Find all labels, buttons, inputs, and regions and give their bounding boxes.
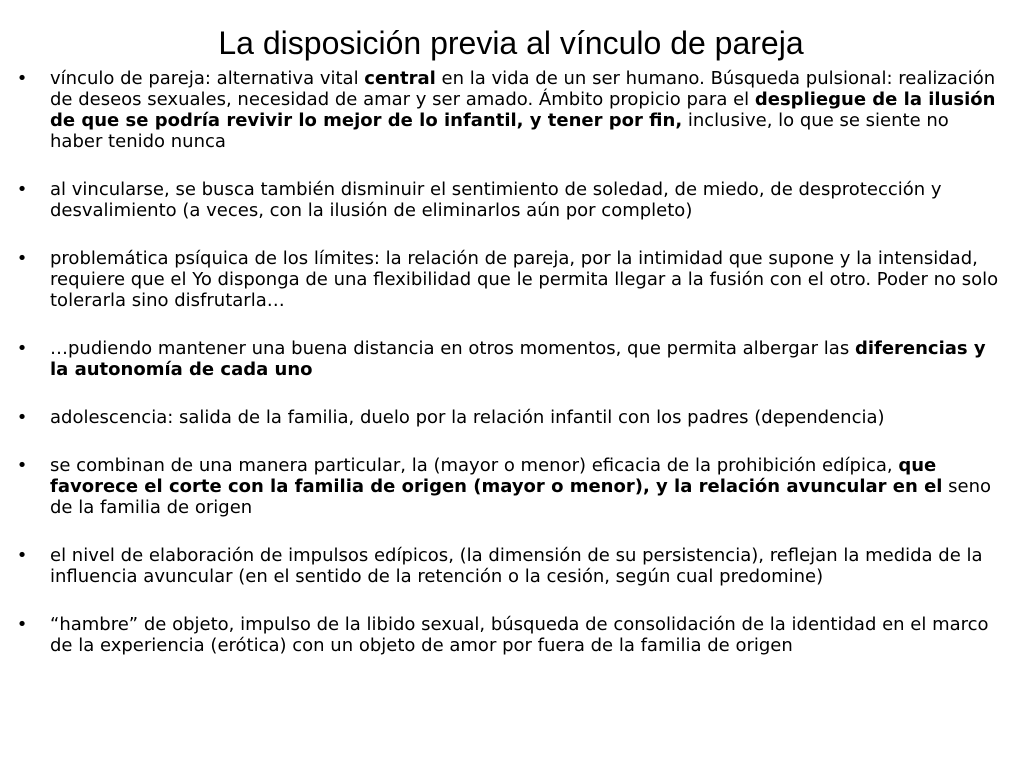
bullet-list <box>12 68 1002 656</box>
bold-text-segment: central <box>364 68 436 89</box>
bullet-text <box>50 338 986 380</box>
text-segment: vínculo de pareja: alternativa vital <box>50 68 365 89</box>
bullet-icon: • <box>16 338 28 359</box>
bullet-text <box>50 179 942 221</box>
bullet-icon: • <box>16 407 28 428</box>
bullet-text <box>50 455 991 518</box>
page-title: La disposición previa al vínculo de pareja <box>218 25 804 61</box>
text-segment: seno de la familia de origen <box>50 476 992 518</box>
bullet-icon: • <box>16 179 28 200</box>
bold-text-segment: despliegue de la ilusión de que se podría revivir lo mejor de lo infantil, y tener por fin, <box>50 89 996 131</box>
bullet-text <box>50 407 885 428</box>
bullet-item <box>12 338 1002 380</box>
bullet-item <box>12 614 1002 656</box>
text-segment: al vincularse, se busca también disminuir el sentimiento de soledad, de miedo, de desprotección y desvalimiento (a veces, con la ilusión de eliminarlos aún por completo) <box>50 179 942 221</box>
bullet-icon: • <box>16 68 28 89</box>
bold-text-segment: que favorece el corte con la familia de origen (mayor o menor), y la relación avuncular en el <box>50 455 943 497</box>
text-segment: se combinan de una manera particular, la (mayor o menor) eficacia de la prohibición edípica, <box>50 455 899 476</box>
bullet-item <box>12 407 1002 428</box>
bullet-item <box>12 179 1002 221</box>
bullet-text <box>50 614 989 656</box>
text-segment: en la vida de un ser humano. Búsqueda pulsional: realización de deseos sexuales, necesidad de amar y ser amado. Ámbito propicio para el <box>50 68 996 110</box>
bullet-text <box>50 248 998 311</box>
text-segment: el nivel de elaboración de impulsos edípicos, (la dimensión de su persistencia), reflejan la medida de la influencia avuncular (en el sentido de la retención o la cesión, según cual predomine) <box>50 545 983 587</box>
bullet-icon: • <box>16 248 28 269</box>
bullet-item <box>12 545 1002 587</box>
bullet-item <box>12 68 1002 152</box>
bullet-icon: • <box>16 455 28 476</box>
bullet-item <box>12 455 1002 518</box>
text-segment: …pudiendo mantener una buena distancia en otros momentos, que permita albergar las <box>50 338 855 359</box>
text-segment: adolescencia: salida de la familia, duelo por la relación infantil con los padres (dependencia) <box>50 407 885 428</box>
bullet-icon: • <box>16 545 28 566</box>
bold-text-segment: diferencias y la autonomía de cada uno <box>50 338 986 380</box>
bullet-item <box>12 248 1002 311</box>
text-segment: “hambre” de objeto, impulso de la libido sexual, búsqueda de consolidación de la identidad en el marco de la experiencia (erótica) con un objeto de amor por fuera de la familia de origen <box>50 614 989 656</box>
bullet-text <box>50 545 983 587</box>
bullet-icon: • <box>16 614 28 635</box>
text-segment: problemática psíquica de los límites: la relación de pareja, por la intimidad que supone y la intensidad, requiere que el Yo disponga de una flexibilidad que le permita llegar a la fusión con el otro. Poder no solo tolerarla sino disfrutarla… <box>50 248 999 311</box>
text-segment: inclusive, lo que se siente no haber tenido nunca <box>50 110 949 152</box>
bullet-text <box>50 68 995 152</box>
